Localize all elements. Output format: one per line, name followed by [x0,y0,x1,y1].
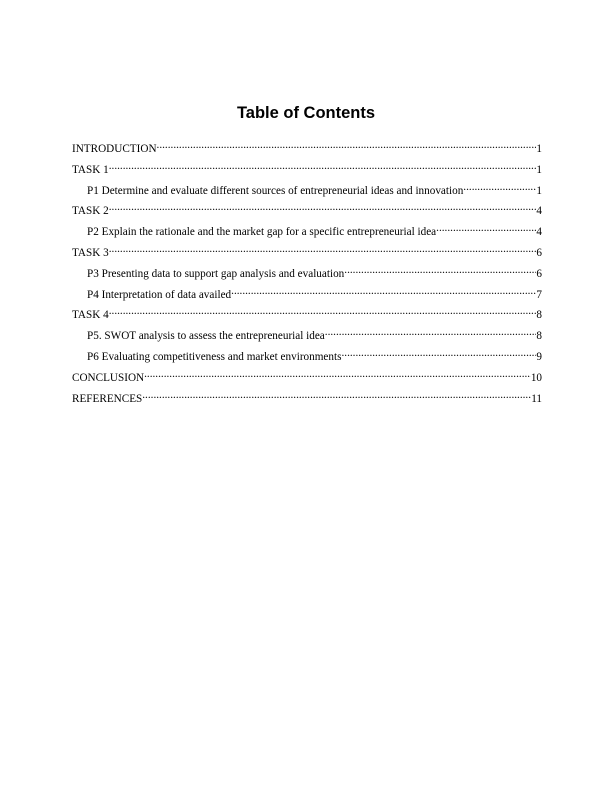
toc-entry-task-4[interactable] [72,304,542,325]
toc-entry-p1[interactable] [72,180,542,201]
toc-entry-task-3[interactable] [72,242,542,263]
toc-entry-task-1[interactable] [72,159,542,180]
toc-entry-page-number: 4 [536,205,542,218]
toc-entry-page-number: 1 [536,143,542,155]
toc-entry-page-number: 6 [536,267,542,280]
dot-leader [325,325,537,339]
toc-entry-label: REFERENCES [72,392,143,405]
dot-leader [109,242,537,256]
toc-entry-label: P3 Presenting data to support gap analysis and evaluation [87,267,345,280]
toc-entry-page-number: 11 [531,392,542,405]
dot-leader [109,159,537,173]
toc-entry-label: TASK 3 [72,246,109,259]
table-of-contents [72,138,542,408]
dot-leader [109,200,537,214]
toc-entry-label: CONCLUSION [72,371,145,384]
toc-entry-p2[interactable] [72,221,542,242]
toc-entry-task-2[interactable] [72,200,542,221]
dot-leader [341,346,536,360]
toc-entry-label: P1 Determine and evaluate different sources of entrepreneurial ideas and innovation [87,184,464,197]
dot-leader [157,138,537,152]
toc-entry-conclusion[interactable] [72,367,542,388]
toc-entry-label: TASK 4 [72,309,109,322]
toc-entry-page-number: 10 [530,371,542,384]
toc-entry-p3[interactable] [72,263,542,284]
toc-entry-label: P4 Interpretation of data availed [87,288,232,301]
toc-entry-label: P5. SWOT analysis to assess the entrepreneurial idea [87,330,325,343]
toc-entry-page-number: 8 [536,330,542,343]
toc-entry-label: P6 Evaluating competitiveness and market environments [87,350,342,363]
toc-entry-page-number: 1 [536,163,542,176]
toc-entry-page-number: 6 [536,246,542,259]
toc-entry-p4[interactable] [72,284,542,305]
dot-leader [436,221,536,235]
toc-entry-p6[interactable] [72,346,542,367]
toc-entry-page-number: 9 [536,350,542,363]
toc-entry-label: INTRODUCTION [72,143,157,155]
toc-entry-introduction[interactable] [72,138,542,159]
toc-entry-page-number: 1 [536,184,542,197]
toc-entry-label: P2 Explain the rationale and the market gap for a specific entrepreneurial idea [87,226,437,239]
dot-leader [344,263,536,277]
toc-entry-label: TASK 2 [72,205,109,218]
dot-leader [463,180,536,194]
toc-entry-page-number: 4 [536,226,542,239]
dot-leader [142,388,531,402]
toc-entry-p5[interactable] [72,325,542,346]
toc-entry-page-number: 7 [536,288,542,301]
toc-entry-page-number: 8 [536,309,542,322]
toc-entry-references[interactable] [72,388,542,409]
dot-leader [109,304,537,318]
toc-entry-label: TASK 1 [72,163,109,176]
dot-leader [144,367,531,381]
toc-title: Table of Contents [236,104,376,122]
dot-leader [231,284,536,298]
